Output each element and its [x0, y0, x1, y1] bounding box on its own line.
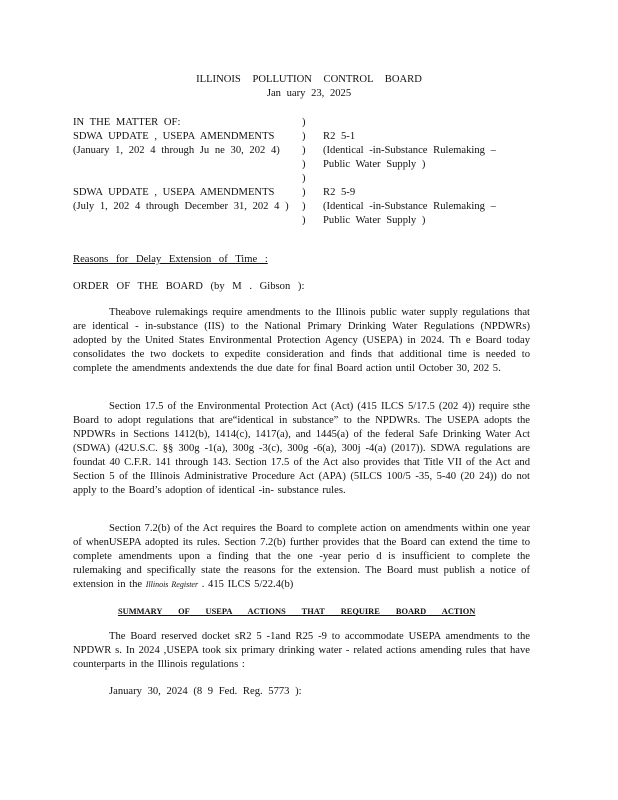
caption-row	[73, 158, 553, 172]
caption-row	[73, 200, 553, 214]
caption-paren: )	[302, 215, 306, 226]
caption-right: Public Water Supply )	[323, 159, 426, 170]
case-caption	[73, 116, 553, 228]
caption-left: (January 1, 202 4 through Ju ne 30, 202 4)	[73, 145, 280, 156]
caption-right: (Identical -in-Substance Rulemaking –	[323, 201, 496, 212]
action-list-item: January 30, 2024 (8 9 Fed. Reg. 5773 ):	[109, 686, 302, 697]
docket-number: R2 5-1	[323, 131, 356, 142]
caption-row	[73, 186, 553, 200]
board-title: ILLINOIS POLLUTION CONTROL BOARD	[196, 74, 422, 85]
caption-left: IN THE MATTER OF:	[73, 117, 181, 128]
document-date: Jan uary 23, 2025	[266, 88, 352, 99]
caption-row	[73, 214, 553, 228]
docket-number: R2 5-9	[323, 187, 356, 198]
order-line: ORDER OF THE BOARD (by M . Gibson ):	[73, 281, 305, 292]
caption-row	[73, 130, 553, 144]
paragraph-3	[73, 522, 530, 592]
caption-paren: )	[302, 187, 306, 198]
paragraph-1: Theabove rulemakings require amendments to the Illinois public water supply regulations that are identical - in-substance (IIS) to the National Primary Drinking Water Regulations (NPDWRs) adopted by the United States Environmental Protection Agency (USEPA) in 2024. Th e Board today consolidates the two dockets to expedite consideration and finds that additional time is needed to complete the amendments andextends the due date for final Board action until October 30, 202 5.	[73, 307, 530, 374]
section-heading: Reasons for Delay Extension of Time :	[73, 254, 268, 265]
caption-row	[73, 116, 553, 130]
paragraph-2: Section 17.5 of the Environmental Protection Act (Act) (415 ILCS 5/17.5 (202 4)) require sthe Board to adopt regulations that are“identical in substance” to the NPDWRs. The USEPA adopts the NPDWRs in Sections 1412(b), 1414(c), 1417(a), and 1445(a) of the federal Safe Drinking Water Act (SDWA) (42U.S.C. §§ 300g -1(a), 300g -3(c), 300g -6(a), 300j -4(a) (2017)). SDWA regulations are foundat 40 C.F.R. 141 through 143. Section 17.5 of the Act also provides that Title VII of the Act and Section 5 of the Illinois Administrative Procedure Act (APA) (5ILCS 100/5 -35, 5-40 (20 24)) do not apply to the Board’s adoption of identical -in- substance rules.	[73, 401, 530, 496]
illinois-register-italic: Illinois Register	[145, 580, 199, 589]
paragraph-3-text: Section 7.2(b) of the Act requires the Board to complete action on amendments within one year of whenUSEPA adopted its rules. Section 7.2(b) further provides that the Board can extend the time to complete amendments upon a finding that the one -year perio d is insufficient to complete the rulemaking and specifically state the reasons for the extension. The Board must publish a notice of extension in the	[73, 523, 530, 590]
caption-paren: )	[302, 131, 306, 142]
caption-right: (Identical -in-Substance Rulemaking –	[323, 145, 496, 156]
summary-heading: SUMMARY OF USEPA ACTIONS THAT REQUIRE BOARD ACTION	[118, 607, 476, 616]
caption-left: (July 1, 202 4 through December 31, 202 4 )	[73, 201, 289, 212]
caption-row	[73, 172, 553, 186]
caption-left: SDWA UPDATE , USEPA AMENDMENTS	[73, 187, 275, 198]
caption-paren: )	[302, 159, 306, 170]
caption-right: Public Water Supply )	[323, 215, 426, 226]
caption-paren: )	[302, 173, 306, 184]
paragraph-3-citation: . 415 ILCS 5/22.4(b)	[201, 579, 294, 590]
caption-row	[73, 144, 553, 158]
caption-paren: )	[302, 145, 306, 156]
caption-paren: )	[302, 201, 306, 212]
paragraph-4: The Board reserved docket sR2 5 -1and R25 -9 to accommodate USEPA amendments to the NPDWR s. In 2024 ,USEPA took six primary drinking water - related actions amending rules that have counterparts in the Illinois regulations :	[73, 631, 530, 670]
caption-paren: )	[302, 117, 306, 128]
caption-left: SDWA UPDATE , USEPA AMENDMENTS	[73, 131, 275, 142]
